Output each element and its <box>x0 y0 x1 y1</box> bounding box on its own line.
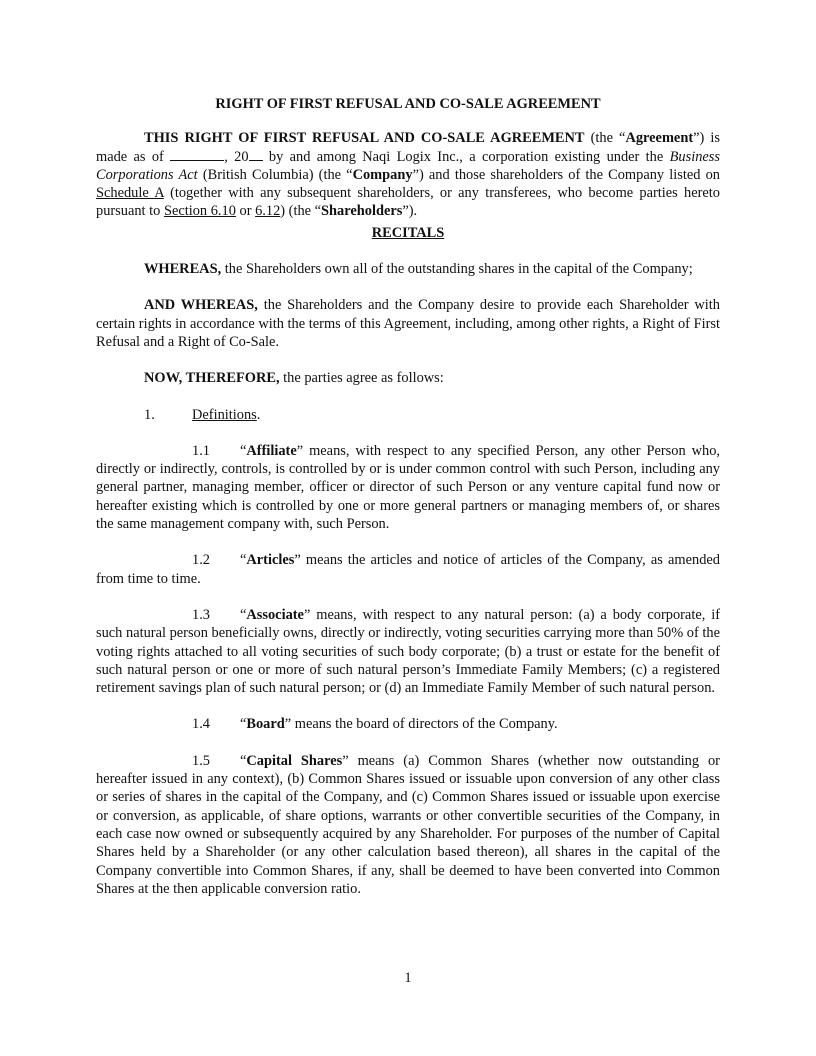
intro-text-3: , 20 <box>224 148 249 165</box>
recitals-heading: RECITALS <box>371 224 445 241</box>
definition-1-1-close-quote: ” <box>296 442 304 459</box>
definition-1-2-close-quote: ” <box>294 552 301 569</box>
document-title: RIGHT OF FIRST REFUSAL AND CO-SALE AGREEMENT <box>215 96 601 112</box>
definition-1-1-text: means, with respect to any specified Person, any other Person who, directly or indirectly, controls, is controlled by or is under common control with such Person, including any general partner, managing member, officer or director of such Person or any venture capital fund now or hereafter existing which is controlled by one or more general partners or managing members of, or shares the same management company with, such Person. <box>96 442 720 533</box>
definition-1-1-number: 1.1 <box>192 442 210 459</box>
therefore-paragraph <box>96 369 720 387</box>
definition-1-4-open-quote: “ <box>240 716 247 733</box>
whereas-paragraph-2 <box>96 296 720 351</box>
definition-1-3 <box>96 606 720 697</box>
intro-text-9: ) (the “ <box>280 203 322 220</box>
whereas-paragraph-1 <box>96 260 720 278</box>
definition-1-5 <box>96 752 720 898</box>
intro-text-1: (the “ <box>584 130 626 147</box>
definition-1-2 <box>96 551 720 588</box>
definition-1-4-close-quote: ” <box>284 716 292 733</box>
intro-bold-lead: THIS RIGHT OF FIRST REFUSAL AND CO-SALE AGREEMENT <box>144 130 585 147</box>
therefore-lead: NOW, THEREFORE, <box>144 370 280 387</box>
intro-text-8: or <box>235 203 256 220</box>
definition-1-4-term: Board <box>246 716 285 733</box>
definition-1-2-open-quote: “ <box>240 552 247 569</box>
definition-1-3-close-quote: ” <box>303 606 311 623</box>
definition-1-5-text: means (a) Common Shares (whether now outstanding or hereafter issued in any context), (b) Common Shares issued or issuable upon conversion of any other class or series of shares in the capital of the Company, and (c) Common Shares issued or issuable upon exercise or conversion, as applicable, of share options, warrants or other convertible securities of the Company, in each case now owned or subsequently acquired by any Shareholder. For purposes of the number of Capital Shares held by a Shareholder (or any other calculation based thereon), all shares in the capital of the Company convertible into Common Shares, if any, shall be deemed to have been converted into Common Shares at the then applicable conversion ratio. <box>96 752 720 897</box>
section-6-12-reference: 6.12 <box>255 203 281 220</box>
intro-text-6: ”) and those shareholders of the Company listed on <box>412 166 720 183</box>
definition-1-1-term: Affiliate <box>246 442 297 459</box>
therefore-text: the parties agree as follows: <box>279 370 444 387</box>
schedule-a-reference: Schedule A <box>96 185 164 202</box>
date-blank <box>170 148 224 161</box>
section-1-title: Definitions <box>192 406 257 423</box>
whereas-1-text: the Shareholders own all of the outstanding shares in the capital of the Company; <box>221 261 693 278</box>
intro-text-2: ”) is made as of <box>96 130 720 165</box>
intro-text-5: (British Columbia) (the “ <box>197 166 353 183</box>
definition-1-1 <box>96 442 720 533</box>
section-6-10-reference: Section 6.10 <box>163 203 236 220</box>
whereas-1-lead: WHEREAS, <box>144 261 222 278</box>
definition-1-4 <box>96 715 720 733</box>
whereas-2-text: the Shareholders and the Company desire to provide each Shareholder with certain rights in accordance with the terms of this Agreement, including, among other rights, a Right of First Refusal and a Right of Co-Sale. <box>96 297 721 350</box>
intro-text-10: ”). <box>402 203 418 220</box>
page-number: 1 <box>404 970 412 986</box>
definition-1-3-text: means, with respect to any natural person: (a) a body corporate, if such natural person beneficially owns, directly or indirectly, voting securities carrying more than 50% of the voting rights attached to all voting securities of such body corporate; (b) a trust or estate for the benefit of such natural person or one or more of such natural person’s Immediate Family Members; (c) a registered retirement savings plan of such natural person; or (d) an Immediate Family Member of such natural person. <box>96 606 720 697</box>
act-name: Business Corporations Act <box>96 148 720 183</box>
definition-1-2-number: 1.2 <box>192 552 210 569</box>
definition-1-5-term: Capital Shares <box>246 752 343 769</box>
definition-1-4-number: 1.4 <box>192 716 210 733</box>
definition-1-2-term: Articles <box>246 552 295 569</box>
agreement-term: Agreement <box>625 130 694 147</box>
definition-1-3-open-quote: “ <box>240 606 247 623</box>
intro-text-4: by and among Naqi Logix Inc., a corporation existing under the <box>262 148 670 165</box>
company-term: Company <box>352 166 413 183</box>
intro-paragraph <box>96 129 720 220</box>
definition-1-5-close-quote: ” <box>342 752 349 769</box>
year-blank <box>249 148 263 161</box>
intro-text-7: (together with any subsequent shareholders, or any transferees, who become parties hereto pursuant to <box>96 185 720 220</box>
whereas-2-lead: AND WHEREAS, <box>144 297 258 314</box>
shareholders-term: Shareholders <box>321 203 403 220</box>
document-body <box>96 95 720 898</box>
section-1-heading <box>96 406 720 424</box>
definition-1-4-text: means the board of directors of the Company. <box>291 716 558 733</box>
definition-1-3-number: 1.3 <box>192 606 210 623</box>
definition-1-2-text: means the articles and notice of articles of the Company, as amended from time to time. <box>96 552 720 587</box>
definition-1-3-term: Associate <box>246 606 304 623</box>
definition-1-5-open-quote: “ <box>240 752 247 769</box>
section-1-period: . <box>256 406 261 423</box>
section-1-number: 1. <box>144 406 155 423</box>
definition-1-1-open-quote: “ <box>240 442 247 459</box>
definition-1-5-number: 1.5 <box>192 752 210 769</box>
